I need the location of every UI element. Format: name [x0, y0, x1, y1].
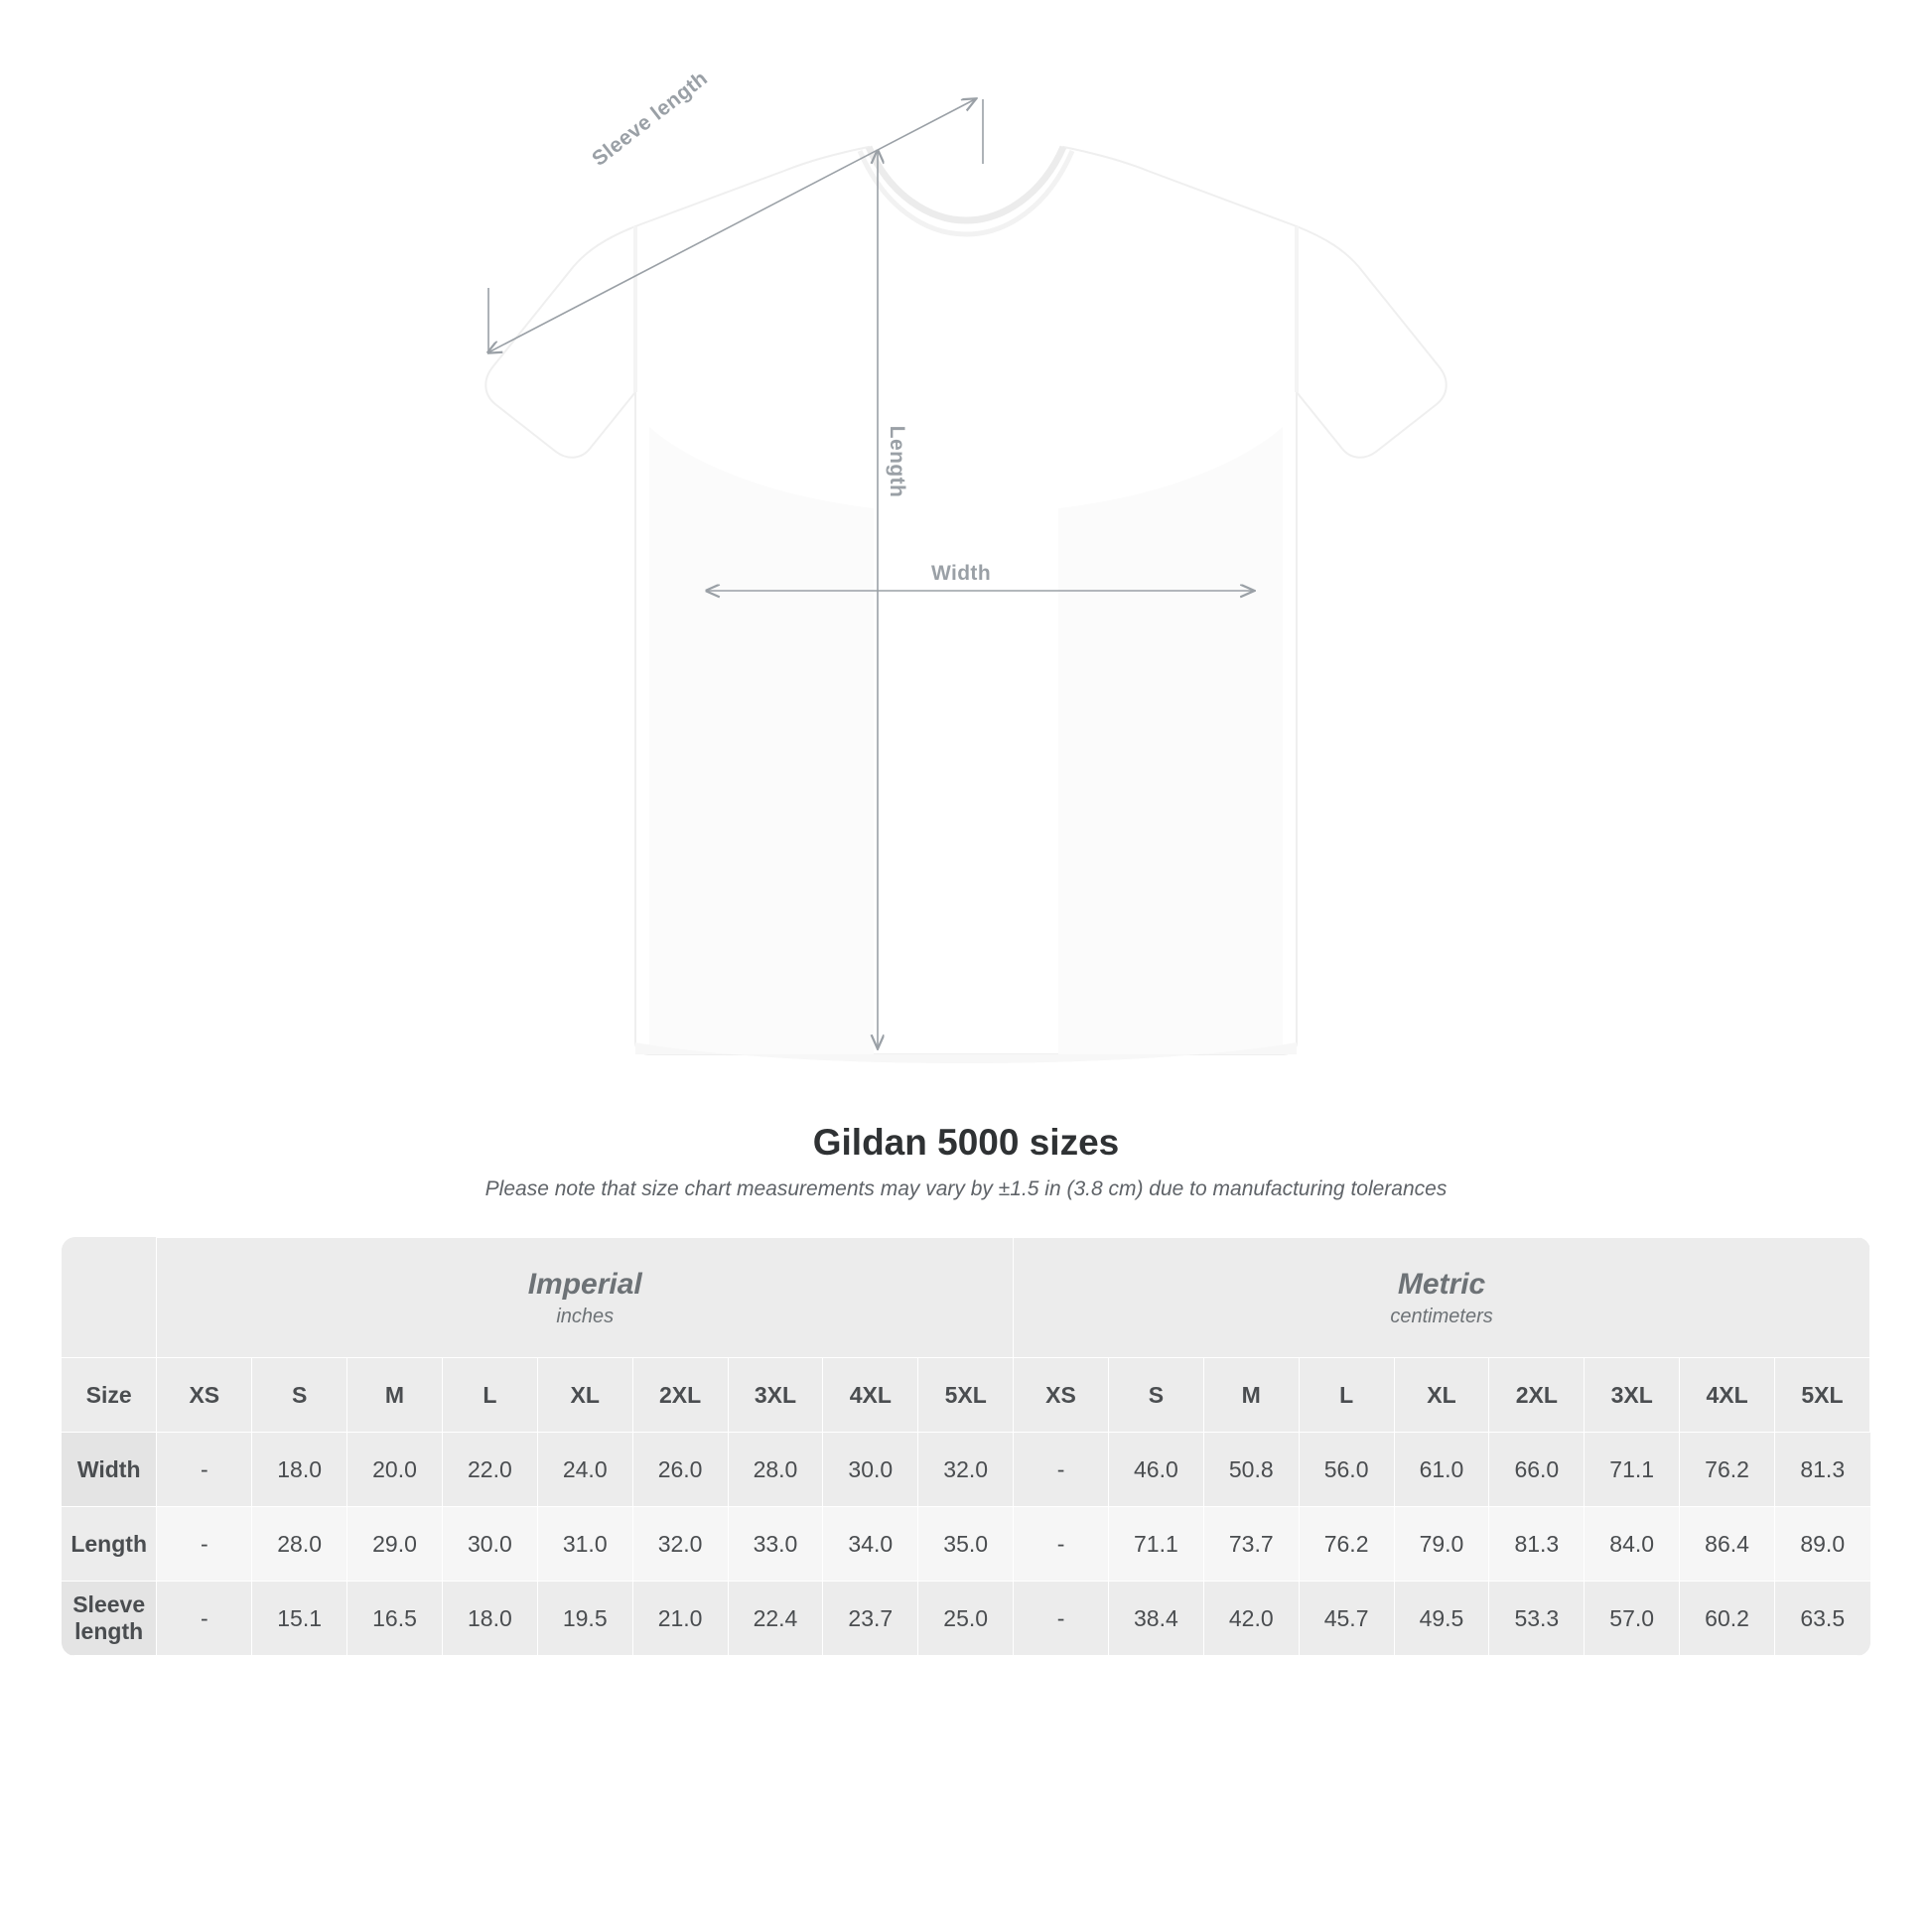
size-header-cell: 3XL: [728, 1358, 823, 1433]
size-header-cell: 4XL: [823, 1358, 918, 1433]
size-header-cell: S: [252, 1358, 347, 1433]
measurement-cell: 79.0: [1394, 1507, 1489, 1582]
measurement-cell: 60.2: [1680, 1582, 1775, 1656]
measurement-cell: 89.0: [1774, 1507, 1869, 1582]
measurement-cell: 81.3: [1489, 1507, 1585, 1582]
size-header-cell: M: [1203, 1358, 1299, 1433]
measurement-cell: 26.0: [632, 1433, 728, 1507]
size-header-cell: 3XL: [1585, 1358, 1680, 1433]
size-header-cell: L: [442, 1358, 537, 1433]
size-table-container: [62, 1237, 1870, 1656]
measurement-cell: 15.1: [252, 1582, 347, 1656]
size-header-cell: 2XL: [632, 1358, 728, 1433]
measurement-cell: 66.0: [1489, 1433, 1585, 1507]
size-header-cell: XS: [1014, 1358, 1109, 1433]
measurement-cell: 76.2: [1680, 1433, 1775, 1507]
measurement-cell: 18.0: [442, 1582, 537, 1656]
size-header-cell: S: [1108, 1358, 1203, 1433]
measurement-cell: 56.0: [1299, 1433, 1394, 1507]
unit-group-header-metric: [1014, 1238, 1870, 1358]
measurement-cell: 81.3: [1774, 1433, 1869, 1507]
measurement-cell: 32.0: [632, 1507, 728, 1582]
size-header-cell: L: [1299, 1358, 1394, 1433]
measurement-cell: -: [1014, 1582, 1109, 1656]
measurement-cell: 53.3: [1489, 1582, 1585, 1656]
unit-group-subtitle: inches: [556, 1305, 615, 1327]
measurement-cell: 46.0: [1108, 1433, 1203, 1507]
measurement-cell: -: [1014, 1507, 1109, 1582]
measurement-cell: 25.0: [918, 1582, 1014, 1656]
unit-group-header-imperial: [157, 1238, 1014, 1358]
measurement-cell: 76.2: [1299, 1507, 1394, 1582]
measurement-cell: 19.5: [537, 1582, 632, 1656]
table-corner: [62, 1238, 157, 1358]
measurement-cell: 73.7: [1203, 1507, 1299, 1582]
table-row: [62, 1507, 1870, 1582]
measurement-cell: 32.0: [918, 1433, 1014, 1507]
row-label: Length: [62, 1507, 157, 1582]
measurement-cell: 61.0: [1394, 1433, 1489, 1507]
measurement-cell: 28.0: [252, 1507, 347, 1582]
size-header-cell: XL: [537, 1358, 632, 1433]
measurement-cell: 22.0: [442, 1433, 537, 1507]
tolerance-note: Please note that size chart measurements may vary by ±1.5 in (3.8 cm) due to manufacturing tolerances: [484, 1177, 1448, 1200]
size-header-cell: M: [347, 1358, 443, 1433]
measurement-cell: 84.0: [1585, 1507, 1680, 1582]
measurement-cell: 63.5: [1774, 1582, 1869, 1656]
unit-group-name: Imperial: [527, 1268, 642, 1302]
chart-heading: [0, 1122, 1932, 1201]
table-row: [62, 1582, 1870, 1656]
measurement-cell: 57.0: [1585, 1582, 1680, 1656]
table-row: [62, 1433, 1870, 1507]
width-label: Width: [925, 560, 997, 588]
measurement-cell: 38.4: [1108, 1582, 1203, 1656]
size-column-header: Size: [62, 1358, 157, 1433]
unit-header-row: [62, 1238, 1870, 1358]
size-table: [62, 1237, 1870, 1656]
size-header-cell: XL: [1394, 1358, 1489, 1433]
measurement-cell: 50.8: [1203, 1433, 1299, 1507]
measurement-cell: 21.0: [632, 1582, 728, 1656]
size-header-cell: 4XL: [1680, 1358, 1775, 1433]
measurement-cell: 30.0: [442, 1507, 537, 1582]
measurement-cell: -: [157, 1433, 252, 1507]
measurement-cell: 49.5: [1394, 1582, 1489, 1656]
measurement-cell: -: [157, 1507, 252, 1582]
measurement-cell: 71.1: [1585, 1433, 1680, 1507]
measurement-cell: 28.0: [728, 1433, 823, 1507]
measurement-cell: 42.0: [1203, 1582, 1299, 1656]
measurement-cell: 23.7: [823, 1582, 918, 1656]
measurement-cell: 16.5: [347, 1582, 443, 1656]
measurement-cell: 24.0: [537, 1433, 632, 1507]
size-header-cell: 5XL: [918, 1358, 1014, 1433]
size-header-cell: XS: [157, 1358, 252, 1433]
measurement-cell: 86.4: [1680, 1507, 1775, 1582]
size-header-cell: 5XL: [1774, 1358, 1869, 1433]
unit-group-name: Metric: [1397, 1268, 1486, 1302]
measurement-cell: 45.7: [1299, 1582, 1394, 1656]
measurement-cell: 35.0: [918, 1507, 1014, 1582]
measurement-cell: 31.0: [537, 1507, 632, 1582]
page-title: Gildan 5000 sizes: [812, 1122, 1120, 1163]
measurement-cell: 30.0: [823, 1433, 918, 1507]
measurement-cell: -: [157, 1582, 252, 1656]
measurement-cell: 34.0: [823, 1507, 918, 1582]
measurement-cell: 33.0: [728, 1507, 823, 1582]
length-label: Length: [883, 420, 910, 503]
measurement-cell: 22.4: [728, 1582, 823, 1656]
measurement-cell: 18.0: [252, 1433, 347, 1507]
measurement-cell: -: [1014, 1433, 1109, 1507]
measurement-cell: 20.0: [347, 1433, 443, 1507]
sleeve-length-label: Sleeve length: [582, 62, 718, 177]
measurement-cell: 71.1: [1108, 1507, 1203, 1582]
row-label: Sleeve length: [62, 1582, 157, 1656]
row-label: Width: [62, 1433, 157, 1507]
size-header-row: [62, 1358, 1870, 1433]
tshirt-shape: [485, 147, 1446, 1063]
size-header-cell: 2XL: [1489, 1358, 1585, 1433]
unit-group-subtitle: centimeters: [1390, 1305, 1493, 1327]
measurement-cell: 29.0: [347, 1507, 443, 1582]
